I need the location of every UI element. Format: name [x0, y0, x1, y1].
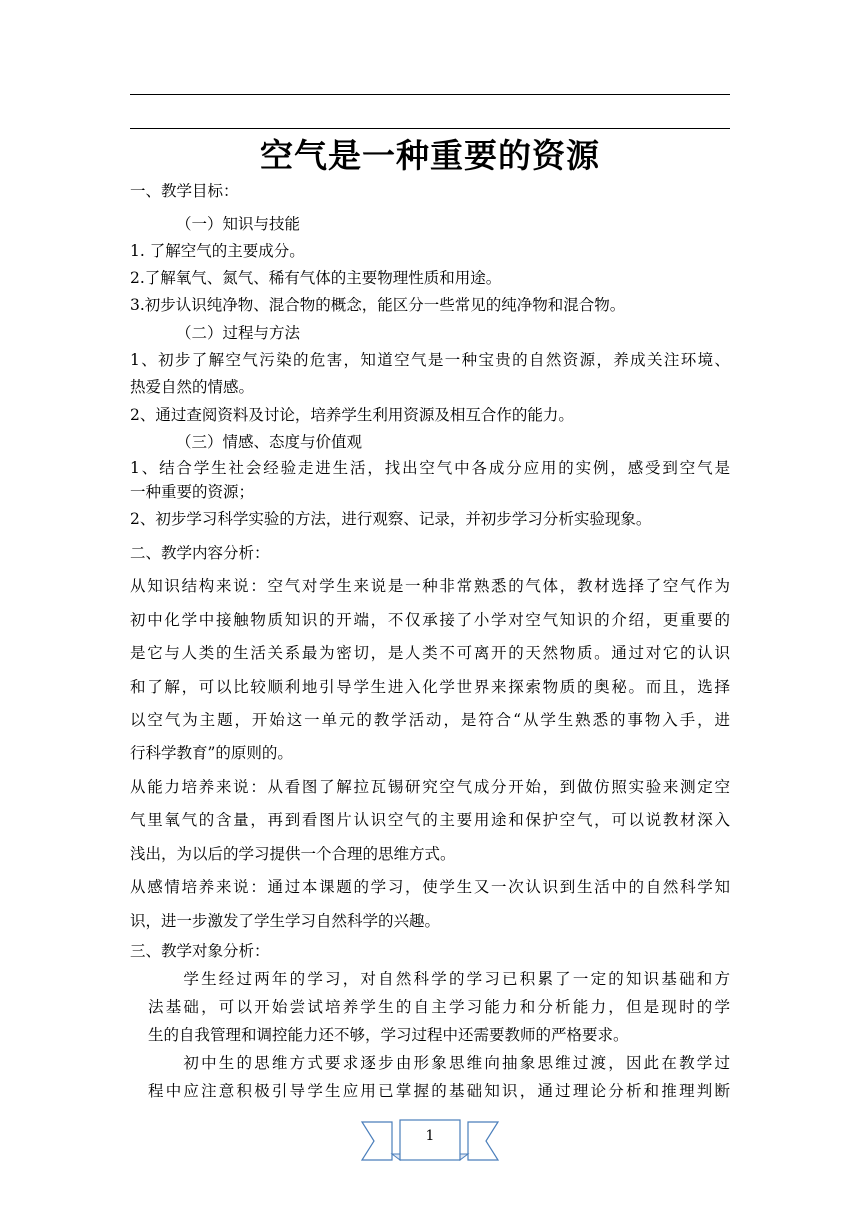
- paragraph-line: 从感情培养来说：通过本课题的学习，使学生又一次认识到生活中的自然科学知: [130, 878, 730, 896]
- subheading-process-method: （二）过程与方法: [176, 324, 301, 342]
- paragraph-line: 2、初步学习科学实验的方法，进行观察、记录，并初步学习分析实验现象。: [130, 510, 652, 528]
- paragraph-line: 初中化学中接触物质知识的开端，不仅承接了小学对空气知识的介绍，更重要的: [130, 611, 730, 629]
- header-rule-top: [130, 94, 730, 95]
- list-item: 1. 了解空气的主要成分。: [130, 242, 305, 260]
- paragraph-line: 以空气为主题，开始这一单元的教学活动，是符合“从学生熟悉的事物入手，进: [130, 711, 730, 729]
- document-title: 空气是一种重要的资源: [260, 136, 600, 175]
- section-heading-audience-analysis: 三、教学对象分析：: [130, 942, 270, 960]
- paragraph-line: 学生经过两年的学习，对自然科学的学习已积累了一定的知识基础和方: [148, 970, 730, 988]
- paragraph-line: 1、初步了解空气污染的危害，知道空气是一种宝贵的自然资源，养成关注环境、: [130, 351, 730, 369]
- paragraph-line: 浅出，为以后的学习提供一个合理的思维方式。: [130, 845, 456, 863]
- paragraph-line: 2、通过查阅资料及讨论，培养学生利用资源及相互合作的能力。: [130, 406, 574, 424]
- paragraph-line: 1、结合学生社会经验走进生活，找出空气中各成分应用的实例，感受到空气是: [130, 459, 730, 477]
- page-footer: [360, 1118, 500, 1164]
- paragraph-line: 程中应注意积极引导学生应用已掌握的基础知识，通过理论分析和推理判断: [148, 1082, 730, 1100]
- paragraph-line: 一种重要的资源；: [130, 483, 255, 501]
- paragraph-line: 从能力培养来说：从看图了解拉瓦锡研究空气成分开始，到做仿照实验来测定空: [130, 778, 730, 796]
- paragraph-line: 生的自我管理和调控能力还不够，学习过程中还需要教师的严格要求。: [148, 1026, 629, 1044]
- subheading-knowledge-skills: （一）知识与技能: [176, 215, 301, 233]
- paragraph-line: 初中生的思维方式要求逐步由形象思维向抽象思维过渡，因此在教学过: [148, 1054, 730, 1072]
- page-number: 1: [425, 1128, 435, 1144]
- section-heading-content-analysis: 二、教学内容分析：: [130, 544, 270, 562]
- paragraph-line: 是它与人类的生活关系最为密切，是人类不可离开的天然物质。通过对它的认识: [130, 644, 730, 662]
- list-item: 3.初步认识纯净物、混合物的概念，能区分一些常见的纯净物和混合物。: [130, 296, 626, 314]
- paragraph-line: 从知识结构来说：空气对学生来说是一种非常熟悉的气体，教材选择了空气作为: [130, 577, 730, 595]
- paragraph-line: 和了解，可以比较顺利地引导学生进入化学世界来探索物质的奥秘。而且，选择: [130, 678, 730, 696]
- paragraph-line: 法基础，可以开始尝试培养学生的自主学习能力和分析能力，但是现时的学: [148, 998, 730, 1016]
- paragraph-line: 识，进一步激发了学生学习自然科学的兴趣。: [130, 912, 441, 930]
- paragraph-line: 行科学教育”的原则的。: [130, 744, 293, 762]
- paragraph-line: 热爱自然的情感。: [130, 378, 255, 396]
- paragraph-line: 气里氧气的含量，再到看图片认识空气的主要用途和保护空气，可以说教材深入: [130, 811, 730, 829]
- subheading-attitude-values: （三）情感、态度与价值观: [176, 433, 363, 451]
- list-item: 2.了解氧气、氮气、稀有气体的主要物理性质和用途。: [130, 269, 502, 287]
- header-rule-bottom: [130, 128, 730, 129]
- section-heading-objectives: 一、教学目标：: [130, 182, 239, 200]
